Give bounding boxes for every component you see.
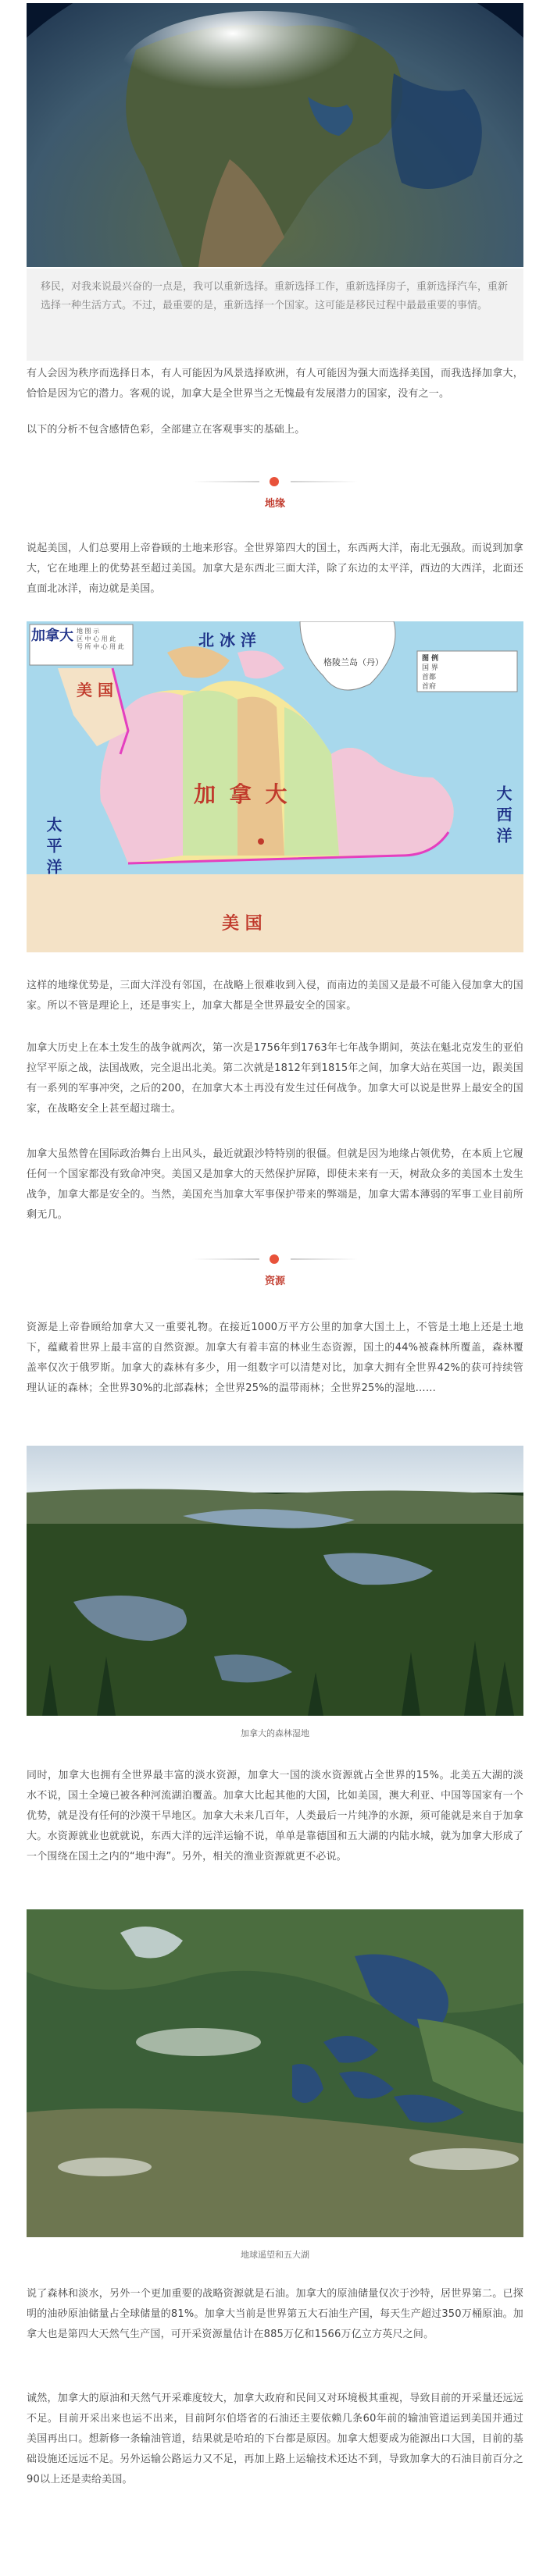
intro-paragraph-1: 有人会因为秩序而选择日本，有人可能因为风景选择欧洲，有人可能因为强大而选择美国，而我选择加拿大，恰恰是因为它的潜力。客观的说，加拿大是全世界当之无愧最有发展潜力的国家，没有之一。 xyxy=(27,368,523,400)
resources-paragraph-4: 诚然，加拿大的原油和天然气开采难度较大，加拿大政府和民间又对环境极其重视，导致目前的开采量还远远不足。目前开采出来也运不出来，目前阿尔伯塔省的石油还主要依赖几条60年前的输油管道运到美国并通过美国再出口。想新修一条输油管道，结果就是哈珀的下台都是原因。加拿大想要成为能源出口大国，目前的基础设施还远远不足。另外运输公路运力又不足，再加上路上运输技术还达不到，导致加拿大的石油目前百分之90以上还是卖给美国。 xyxy=(27,2393,523,2485)
geo-paragraph-1: 说起美国，人们总要用上帝眷顾的土地来形容。全世界第四大的国土，东西两大洋，南北无强敌。而说到加拿大，它在地理上的优势甚至超过美国。加拿大是东西北三面大洋，除了东边的太平洋，西边的大西洋，北面还直面北冰洋，南边就是美国。 xyxy=(27,543,523,595)
map-label-usa-bottom: 美 国 xyxy=(222,914,262,934)
canada-map-image xyxy=(27,621,523,952)
intro-paragraph-2: 以下的分析不包含感情色彩，全部建立在客观事实的基础上。 xyxy=(27,424,305,436)
map-title: 加拿大 xyxy=(31,628,73,644)
map-label-arctic-ocean: 北 冰 洋 xyxy=(198,631,256,649)
map-legend xyxy=(422,654,438,692)
forest-wetland-photo xyxy=(27,1446,523,1716)
map-subtitle-line: 号 所 中 心 用 此 xyxy=(77,643,124,650)
map-subtitle-line: 区 中 心 用 此 xyxy=(77,635,116,642)
divider-line-left xyxy=(192,1258,259,1260)
map-subtitle-line: 地 图 示 xyxy=(77,628,100,635)
geo-paragraph-3: 加拿大历史上在本土发生的战争就两次，第一次是1756年到1763年七年战争期间，英法在魁北克发生的亚伯拉罕平原之战，法国战败，完全退出北美。第二次就是1812年到1815年之间，加拿大站在英国一边，跟美国有一系列的军事冲突，之后的200，在加拿大本土再没有发生过任何战争。加拿大可以说是世界上最安全的国家，在战略安全上甚至超过瑞士。 xyxy=(27,1042,523,1115)
divider-line-right xyxy=(291,481,358,482)
section-divider-geo xyxy=(27,470,523,510)
legend-item: 首府 xyxy=(422,683,437,691)
map-subtitle xyxy=(77,628,124,651)
resources-paragraph-2: 同时，加拿大也拥有全世界最丰富的淡水资源，加拿大一国的淡水资源就占全世界的15%。北美五大湖的淡水不说，国土全境已被各种河流湖泊覆盖。加拿大比起其他的大国，比如美国，澳大利亚、中国等国家有一个优势，就是没有任何的沙漠干旱地区。加拿大未来几百年，人类最后一片纯净的水源，须可能就是来自于加拿大。水资源就业也就就说，东西大洋的远洋运输不说，单单是靠德国和五大湖的内陆水城，就为加拿大形成了一个围绕在国土之内的“地中海”。另外，相关的渔业资源就更不必说。 xyxy=(27,1770,523,1863)
map-label-atlantic: 大 西 洋 xyxy=(494,785,512,843)
geo-paragraph-4: 加拿大虽然曾在国际政治舞台上出风头，最近就跟沙特特别的很僵。但就是因为地缘占领优势，在本质上它履任何一个国家都没有致命冲突。美国又是加拿大的天然保护屏障，即使未来有一天，树敌众多的美国本土发生战争，加拿大都是安全的。当然，美国充当加拿大军事保护带来的弊端是，加拿大需本薄弱的军事工业目前所剩无几。 xyxy=(27,1148,523,1221)
divider-dot-icon xyxy=(270,477,279,486)
divider-line-right xyxy=(291,1258,358,1260)
map-label-pacific: 太 平 洋 xyxy=(44,817,62,874)
legend-item: 国 界 xyxy=(422,664,438,672)
map-label-usa-top: 美 国 xyxy=(77,681,113,699)
intro-caption-box xyxy=(27,269,523,361)
satellite-earth-image xyxy=(27,3,523,267)
geo-paragraph-2: 这样的地缘优势是，三面大洋没有邻国，在战略上很难收到入侵，而南边的美国又是最不可能入侵加拿大的国家。所以不管是理论上，还是事实上，加拿大都是全世界最安全的国家。 xyxy=(27,980,523,1012)
resources-paragraph-3: 说了森林和淡水，另外一个更加重要的战略资源就是石油。加拿大的原油储量仅次于沙特，居世界第二。已探明的油砂原油储量占全球储量的81%。加拿大当前是世界第五大石油生产国，每天生产超过350万桶原油。加拿大也是第四大天然气生产国，可开采资源量估计在885万亿和1566万亿立方英尺之间。 xyxy=(27,2288,523,2340)
resources-paragraph-1: 资源是上帝眷顾给加拿大又一重要礼物。在接近1000万平方公里的加拿大国土上，不管是土地上还是土地下，蕴藏着世界上最丰富的自然资源。加拿大有着丰富的林业生态资源，国土的44%被森林所覆盖，森林覆盖率仅次于俄罗斯。加拿大的森林有多少，用一组数字可以清楚对比，加拿大拥有全世界42%的获可持续管理认证的森林；全世界30%的北部森林；全世界25%的温带雨林；全世界25%的湿地…… xyxy=(27,1322,523,1394)
forest-photo-caption: 加拿大的森林湿地 xyxy=(241,1728,309,1738)
section-divider-resources xyxy=(27,1247,523,1287)
section-title-resources: 资源 xyxy=(264,1276,285,1287)
intro-caption-text: 移民，对我来说最兴奋的一点是，我可以重新选择。重新选择工作，重新选择房子，重新选择汽车，重新选择一种生活方式。不过，最重要的是，重新选择一个国家。这可能是移民过程中最最重要的事情。 xyxy=(41,281,509,311)
legend-title: 图 例 xyxy=(422,655,439,663)
map-label-canada: 加 拿 大 xyxy=(194,781,291,807)
divider-line-left xyxy=(192,481,259,482)
great-lakes-caption: 地球遥望和五大湖 xyxy=(241,2250,309,2260)
legend-item: 首都 xyxy=(422,674,437,681)
great-lakes-satellite-image xyxy=(27,1909,523,2237)
divider-dot-icon xyxy=(270,1254,279,1264)
map-label-greenland: 格陵兰岛（丹） xyxy=(323,657,384,667)
section-title-geo: 地缘 xyxy=(264,498,285,510)
